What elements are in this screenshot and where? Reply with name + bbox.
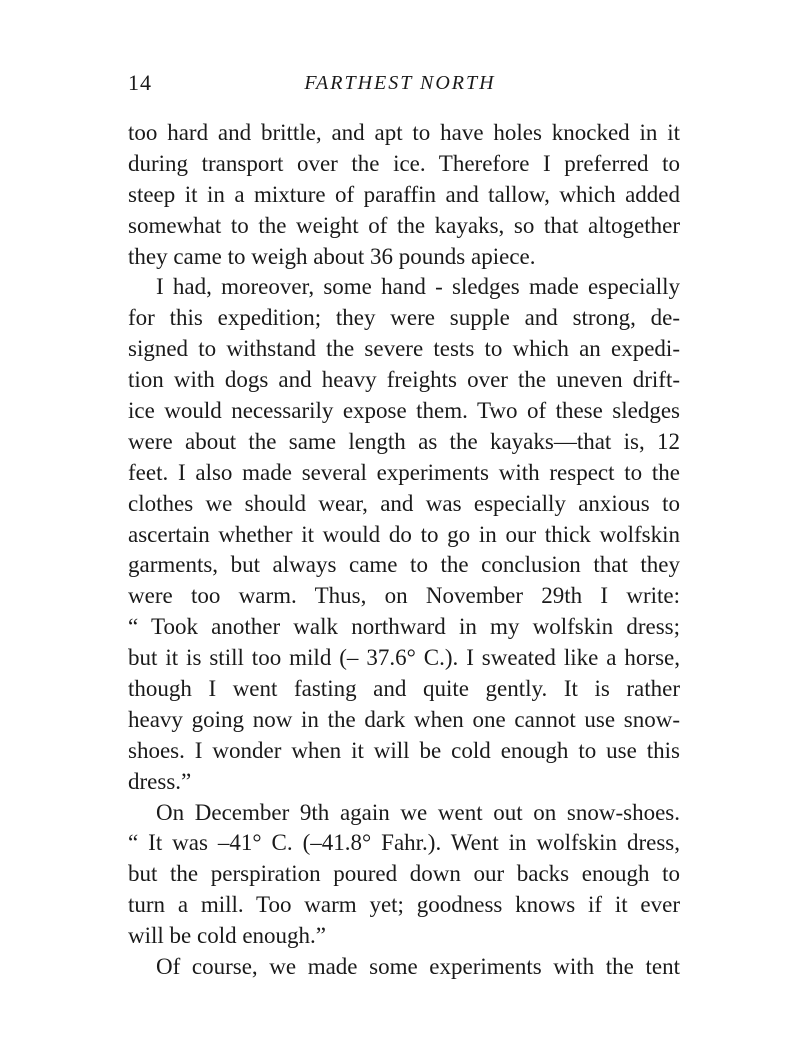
text-line-2: during transport over the ice. Therefore I preferred to [128,150,680,176]
text-line-11: were about the same length as the kayaks—that is, 12 [128,428,680,454]
text-line-20: heavy going now in the dark when one cannot use snow- [128,706,680,732]
text-line-19: though I went fasting and quite gently. It is rather [128,676,680,702]
text-line-24: “ It was –41° C. (–41.8° Fahr.). Went in wolfskin dress, [128,830,680,856]
text-line-6: I had, moreover, some hand - sledges made especially [156,274,680,300]
text-line-16: were too warm. Thus, on November 29th I write: [128,583,680,609]
text-line-10: ice would necessarily expose them. Two of these sledges [128,398,680,424]
text-line-5: they came to weigh about 36 pounds apiece. [128,243,536,269]
text-line-15: garments, but always came to the conclusion that they [128,552,680,578]
text-line-21: shoes. I wonder when it will be cold enough to use this [128,737,680,763]
text-line-13: clothes we should wear, and was especially anxious to [128,490,680,516]
text-line-4: somewhat to the weight of the kayaks, so that altogether [128,212,680,238]
text-line-12: feet. I also made several experiments with respect to the [128,459,680,485]
text-line-9: tion with dogs and heavy freights over the uneven drift- [128,367,680,393]
text-line-18: but it is still too mild (– 37.6° C.). I sweated like a horse, [128,645,680,671]
text-line-8: signed to withstand the severe tests to which an expedi- [128,336,680,362]
text-line-23: On December 9th again we went out on snow-shoes. [156,799,680,825]
text-line-26: turn a mill. Too warm yet; goodness knows if it ever [128,892,680,918]
text-line-22: dress.” [128,768,192,794]
text-line-1: too hard and brittle, and apt to have holes knocked in it [128,120,680,145]
text-line-7: for this expedition; they were supple and strong, de- [128,305,680,331]
text-line-14: ascertain whether it would do to go in our thick wolfskin [128,521,680,547]
text-line-28: Of course, we made some experiments with the tent [156,954,680,980]
text-line-3: steep it in a mixture of paraffin and tallow, which added [128,181,680,207]
running-title: FARTHEST NORTH [304,72,496,94]
body-text [128,118,680,983]
page-number: 14 [128,70,152,95]
text-line-25: but the perspiration poured down our backs enough to [128,861,680,887]
text-line-27: will be cold enough.” [128,923,327,949]
text-line-17: “ Took another walk northward in my wolfskin dress; [128,614,680,640]
